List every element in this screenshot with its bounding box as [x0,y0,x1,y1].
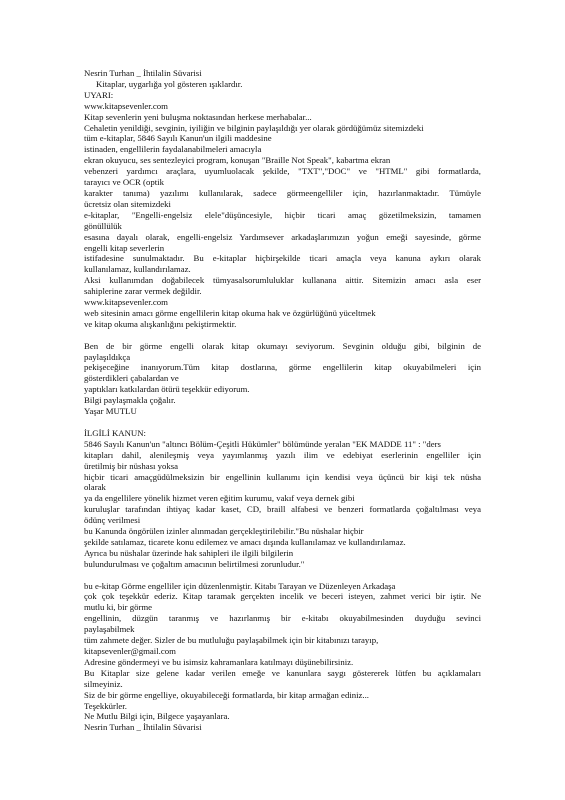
text-line: mutlu ki, bir görme [84,602,153,613]
text-line: silmeyiniz. [84,678,123,689]
text-line: vebenzeri yardımcı araçlara, uyumluolacak şekilde, "TXT","DOC" ve "HTML" gibi formatlarda, [84,166,481,177]
text-line: gösterdikleri çabalardan ve [84,373,179,384]
text-line: tarayıcı ve OCR (optik [84,177,164,188]
text-line: 5846 Sayılı Kanun'un "altıncı Bölüm-Çeşitli Hükümler" bölümünde yeralan "EK MADDE 11" : "ders [84,438,441,449]
text-line: yaptıkları katkılardan ötürü teşekkür ediyorum. [84,384,250,395]
text-line: olarak [84,482,106,493]
text-line: pekişeceğine inanıyorum.Tüm kitap dostlarına, görme engellilerin kitap okuyabilmeleri için [84,362,481,373]
text-line: Teşekkürler. [84,700,127,711]
text-line: bu Kanunda öngörülen izinler alınmadan gerçekleştirilebilir."Bu nüshalar hiçbir [84,526,364,537]
text-line: tüm zahmete değer. Sizler de bu mutluluğu paylaşabilmek için bir kitabınızı tarayıp, [84,635,379,646]
text-line: Cehaletin yenildiği, sevginin, iyiliğin ve bilginin paylaşıldığı yer olarak gördüğümüz sitemizdeki [84,122,424,133]
text-line: istifadesine sunulmaktadır. Bu e-kitaplar hiçbirşekilde ticari amaçla veya kanuna aykırı olarak [84,253,481,264]
blank-line [84,570,481,581]
blank-line [84,330,481,341]
text-line: Nesrin Turhan _ İhtilalin Süvarisi [84,722,202,733]
text-line: e-kitaplar, "Engelli-engelsiz elele"düşüncesiyle, hiçbir ticari amaç gözetilmeksizin, tamamen [84,209,481,220]
text-line: Kitaplar, uygarlığa yol gösteren ışıklardır. [96,78,243,89]
text-line: karakter tanıma) yazılımı kullanılarak, sadece görmeengelliler için, hazırlanmaktadır. Tümüyle [84,187,481,198]
text-line: UYARI: [84,89,114,100]
text-line: Siz de bir görme engelliye, okuyabileceği formatlarda, bir kitap armağan ediniz... [84,689,369,700]
text-line: İLGİLİ KANUN: [84,427,146,438]
text-line: üretilmiş bir nüshası yoksa [84,460,179,471]
text-line: tüm e-kitaplar, 5846 Sayılı Kanun'un ilgili maddesine [84,133,272,144]
text-line: web sitesinin amacı görme engellilerin kitap okuma hak ve özgürlüğünü yüceltmek [84,307,376,318]
text-line: hiçbir ticari amaçgüdülmeksizin bir engellinin kullanımı için kendisi veya üçüncü bir kişi tek nüsha [84,471,481,482]
text-line: kullanılamaz, kullandırılamaz. [84,264,191,275]
text-line: bulundurulması ve çoğaltım amacının belirtilmesi zorunludur." [84,558,305,569]
text-line: Bilgi paylaşmakla çoğalır. [84,395,176,406]
text-line: istinaden, engellilerin faydalanabilmeleri amacıyla [84,144,262,155]
text-line: sahiplerine zarar vermek değildir. [84,286,202,297]
text-line: ekran okuyucu, ses sentezleyici program, konuşan "Braille Not Speak", kabartma ekran [84,155,391,166]
text-line: www.kitapsevenler.com [84,297,168,308]
text-line: kitapları dahil, alenileşmiş veya yayımlanmış yazılı ilim ve edebiyat eserlerinin engelliler için [84,449,481,460]
text-line: www.kitapsevenler.com [84,100,168,111]
text-line: paylaşabilmek [84,624,135,635]
text-line: engelli kitap severlerin [84,242,165,253]
text-line: kitapsevenler@gmail.com [84,645,176,656]
text-line: Yaşar MUTLU [84,406,137,417]
text-line: çok çok teşekkür ederiz. Kitap taramak gerçekten incelik ve beceri isteyen, zahmet verici bir iştir. Ne [84,591,481,602]
text-line: Nesrin Turhan _ İhtilalin Süvarisi [84,68,202,78]
blank-line [84,417,481,428]
text-line: kuruluşlar tarafından ihtiyaç kadar kaset, CD, braill alfabesi ve benzeri formatlarda çoğaltılması veya [84,504,481,515]
text-line: ödünç verilmesi [84,515,141,526]
text-line: Adresine göndermeyi ve bu isimsiz kahramanlara katılmayı düşünebilirsiniz. [84,656,354,667]
text-line: engellinin, düzgün taranmış ve hazırlanmış bir e-kitabı okuyabilmesinden duyduğu sevinci [84,613,481,624]
text-line: esasına dayalı olarak, engelli-engelsiz Yardımsever arkadaşlarımızın yoğun emeği sayesinde, görme [84,231,481,242]
text-line: Aksi kullanımdan doğabilecek tümyasalsorumluluklar kullanana aittir. Sitemizin amacı asla eser [84,275,481,286]
text-line: Ayrıca bu nüshalar üzerinde hak sahipleri ile ilgili bilgilerin [84,547,294,558]
text-line: gönüllülük [84,220,122,231]
text-line: bu e-kitap Görme engelliler için düzenlenmiştir. Kitabı Tarayan ve Düzenleyen Arkadaşa [84,580,396,591]
text-line: Kitap sevenlerin yeni buluşma noktasından herkese merhabalar... [84,111,312,122]
text-line: Bu Kitaplar size gelene kadar verilen emeğe ve kanunlara saygı göstererek lütfen bu açıklamaları [84,667,481,678]
text-line: ya da engellilere yönelik hizmet veren eğitim kurumu, vakıf veya dernek gibi [84,493,355,504]
text-line: şekilde satılamaz, ticarete konu edilemez ve amacı dışında kullanılamaz ve kullandırılamaz. [84,536,406,547]
text-line: ücretsiz olan sitemizdeki [84,198,171,209]
text-line: Ne Mutlu Bilgi için, Bilgece yaşayanlara. [84,711,230,722]
text-line: paylaşıldıkça [84,351,131,362]
text-line: ve kitap okuma alışkanlığını pekiştirmektir. [84,318,237,329]
document-body [84,68,481,733]
text-line: Ben de bir görme engelli olarak kitap okumayı seviyorum. Sevginin olduğu gibi, bilginin de [84,340,481,351]
